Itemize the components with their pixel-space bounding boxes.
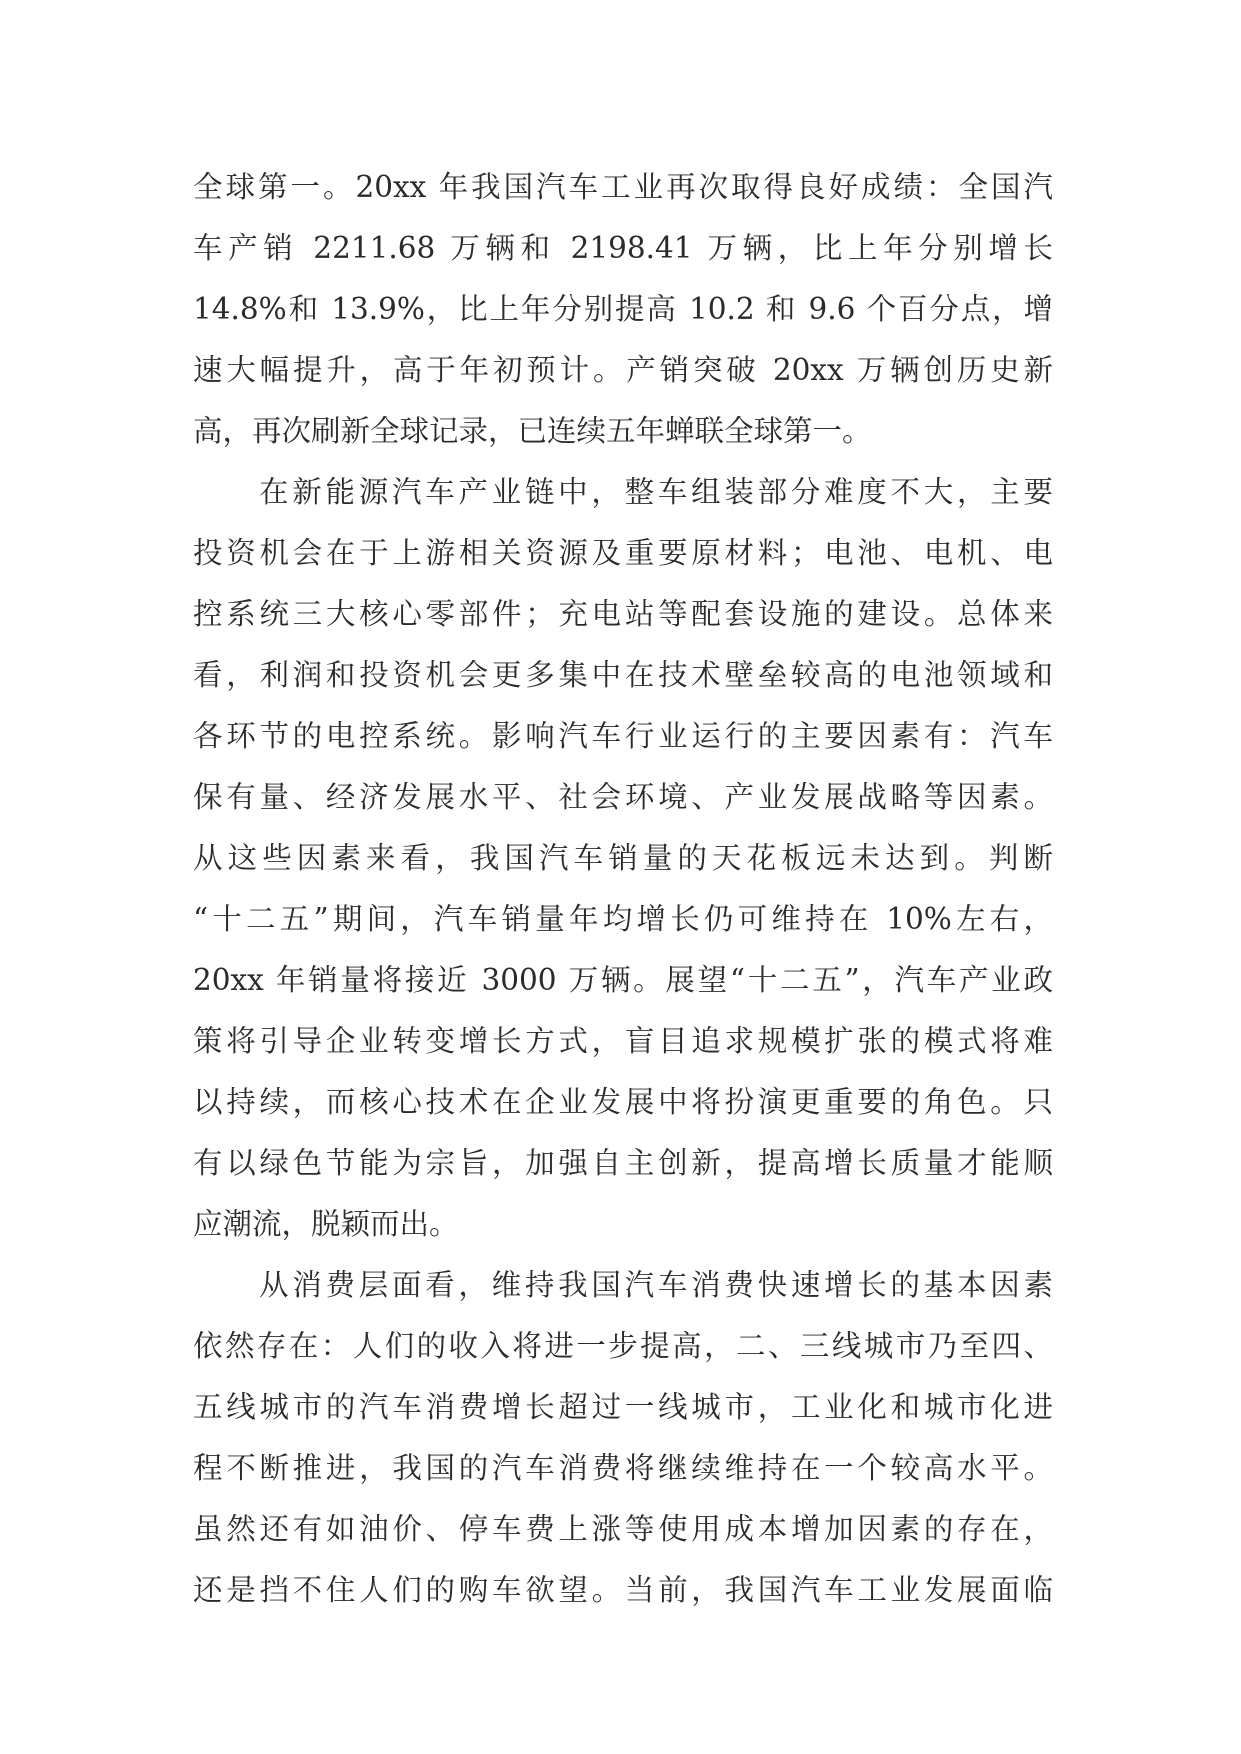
- text-line: 速大幅提升，高于年初预计。产销突破 20xx 万辆创历史新: [193, 353, 1053, 387]
- paragraph: [193, 157, 1053, 462]
- text-line: 从这些因素来看，我国汽车销量的天花板远未达到。判断: [193, 841, 1053, 875]
- document-body: [193, 157, 1053, 1621]
- text-line: 在新能源汽车产业链中，整车组装部分难度不大，主要: [259, 475, 1053, 509]
- text-line: 20xx 年销量将接近 3000 万辆。展望“十二五”，汽车产业政: [193, 963, 1053, 997]
- text-line: 依然存在：人们的收入将进一步提高，二、三线城市乃至四、: [193, 1329, 1053, 1363]
- text-line: 从消费层面看，维持我国汽车消费快速增长的基本因素: [259, 1268, 1053, 1302]
- text-line: 程不断推进，我国的汽车消费将继续维持在一个较高水平。: [193, 1451, 1053, 1485]
- text-line: 还是挡不住人们的购车欲望。当前，我国汽车工业发展面临: [193, 1573, 1053, 1607]
- text-line: 14.8%和 13.9%，比上年分别提高 10.2 和 9.6 个百分点，增: [193, 292, 1053, 326]
- text-line: 控系统三大核心零部件；充电站等配套设施的建设。总体来: [193, 597, 1053, 631]
- text-line: 策将引导企业转变增长方式，盲目追求规模扩张的模式将难: [193, 1024, 1053, 1058]
- text-line: 五线城市的汽车消费增长超过一线城市，工业化和城市化进: [193, 1390, 1053, 1424]
- paragraph: [193, 1255, 1053, 1621]
- text-line: 保有量、经济发展水平、社会环境、产业发展战略等因素。: [193, 780, 1053, 814]
- text-line: 虽然还有如油价、停车费上涨等使用成本增加因素的存在，: [193, 1512, 1053, 1546]
- text-line: 各环节的电控系统。影响汽车行业运行的主要因素有：汽车: [193, 719, 1053, 753]
- text-line: “十二五”期间，汽车销量年均增长仍可维持在 10%左右，: [193, 902, 1053, 936]
- text-line: 以持续，而核心技术在企业发展中将扮演更重要的角色。只: [193, 1085, 1053, 1119]
- text-line: 看，利润和投资机会更多集中在技术壁垒较高的电池领域和: [193, 658, 1053, 692]
- text-line: 全球第一。20xx 年我国汽车工业再次取得良好成绩：全国汽: [193, 170, 1053, 204]
- text-line: 应潮流，脱颖而出。: [193, 1207, 459, 1241]
- text-line: 高，再次刷新全球记录，已连续五年蝉联全球第一。: [193, 414, 872, 448]
- paragraph: [193, 462, 1053, 1255]
- text-line: 有以绿色节能为宗旨，加强自主创新，提高增长质量才能顺: [193, 1146, 1053, 1180]
- text-line: 投资机会在于上游相关资源及重要原材料；电池、电机、电: [193, 536, 1053, 570]
- text-line: 车产销 2211.68 万辆和 2198.41 万辆，比上年分别增长: [193, 231, 1053, 265]
